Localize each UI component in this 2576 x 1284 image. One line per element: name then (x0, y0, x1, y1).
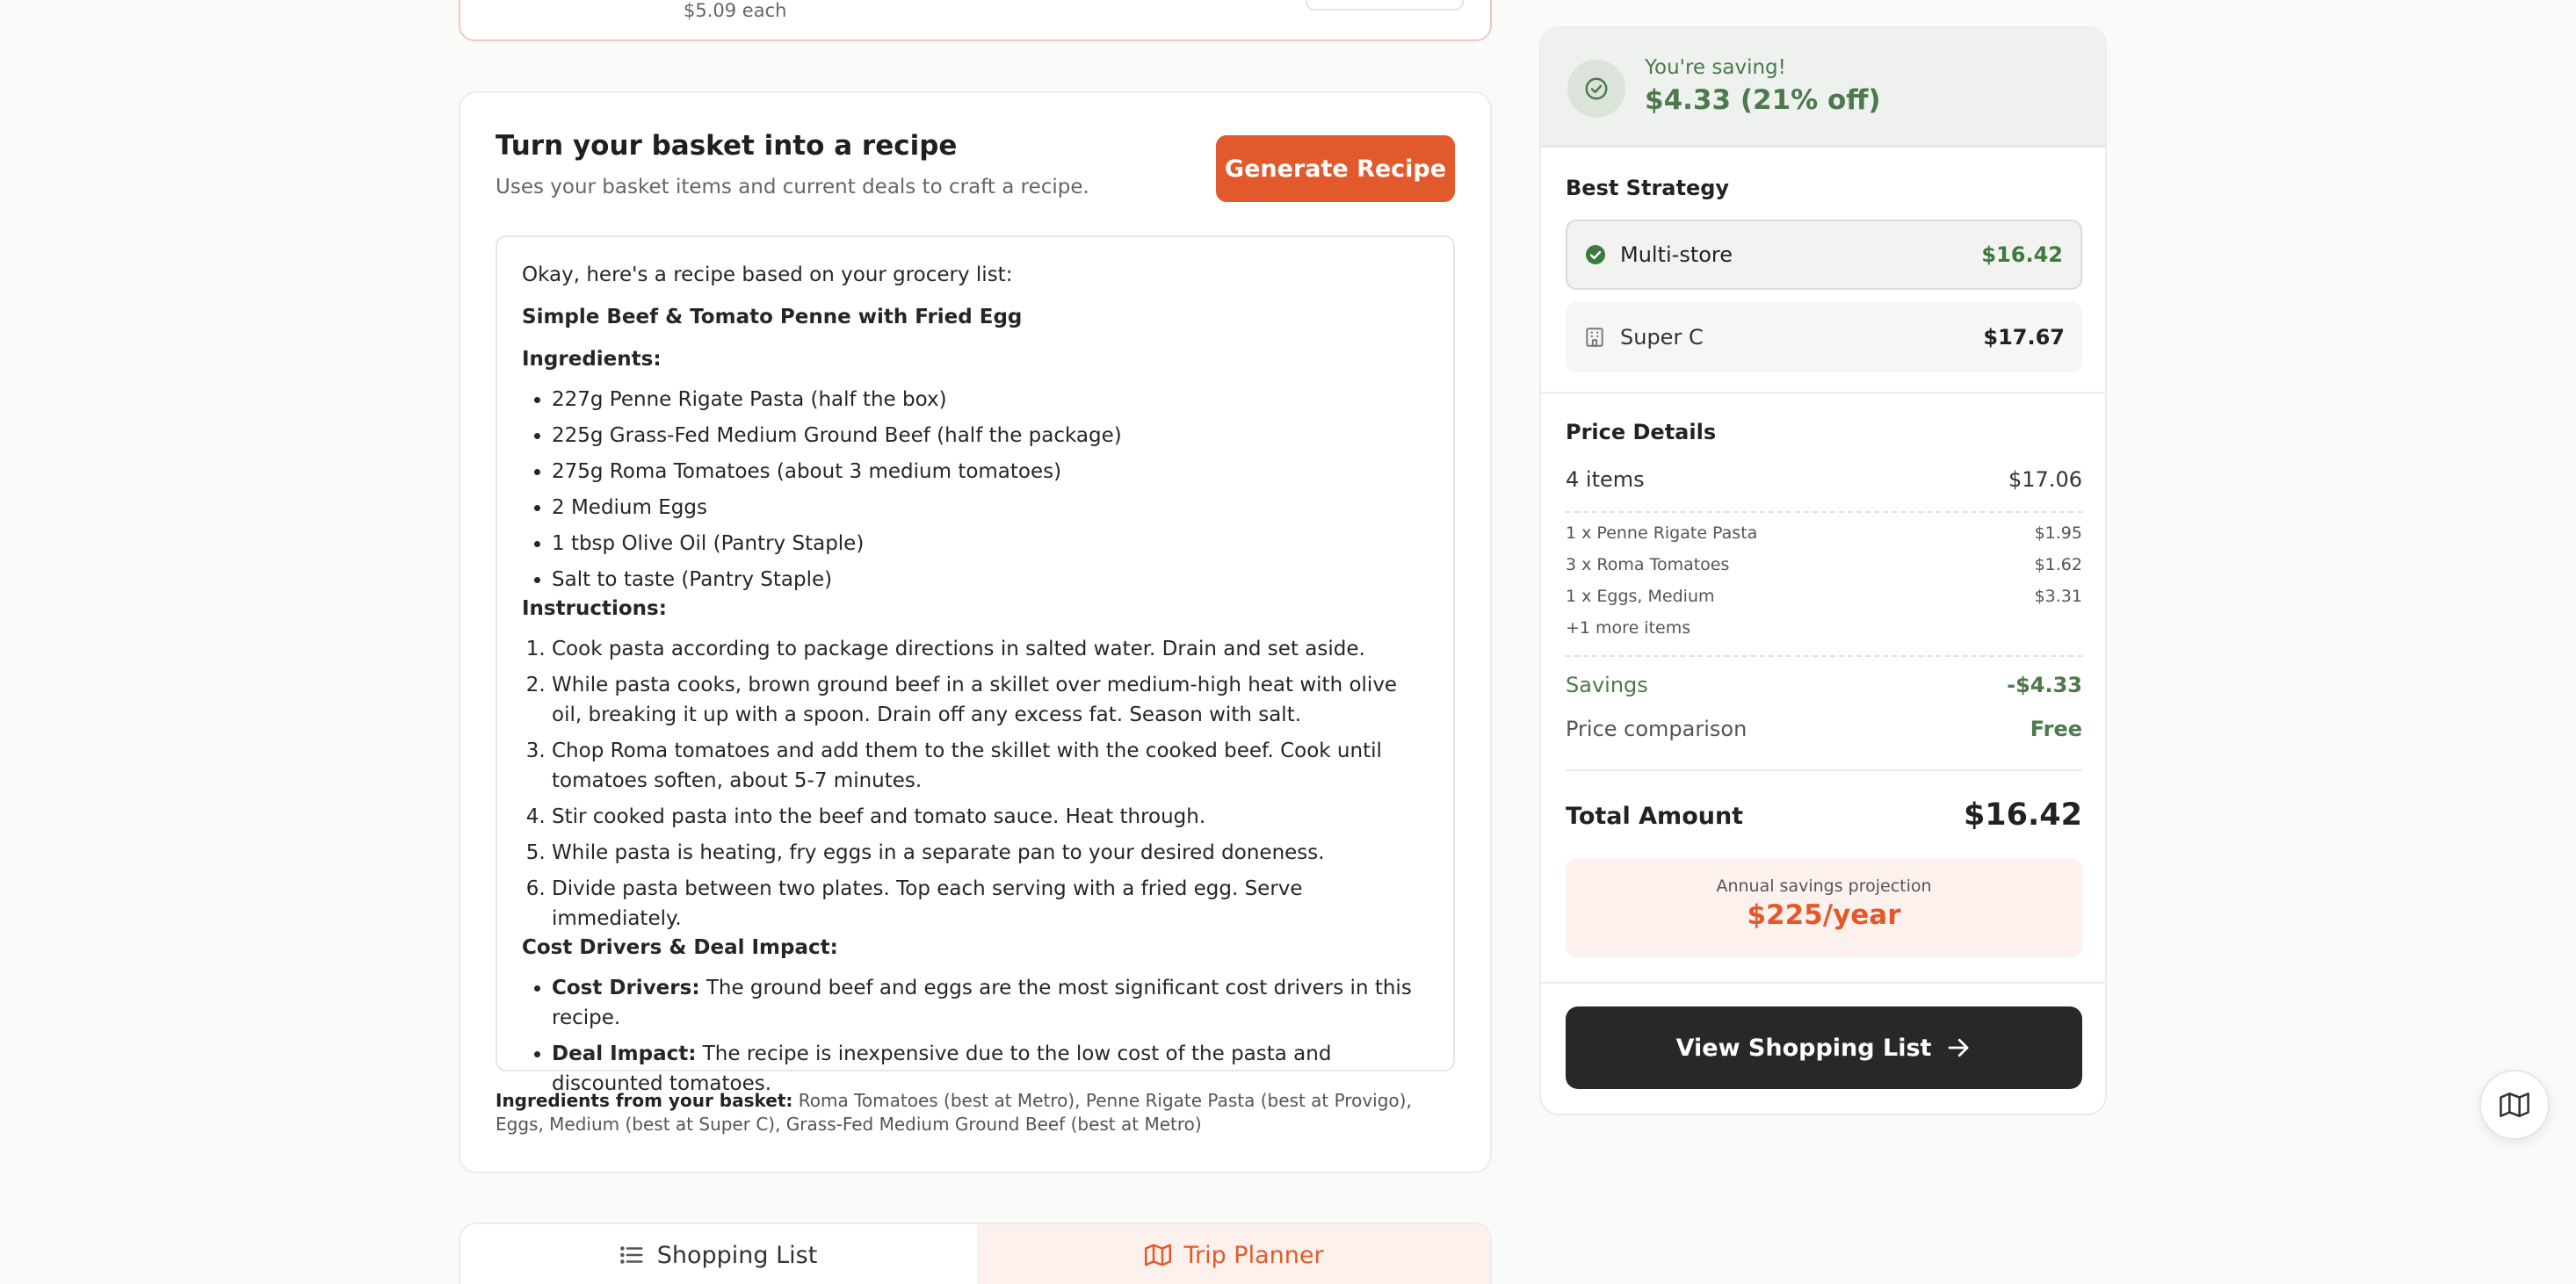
strategy-option-super-c[interactable] (1566, 302, 2082, 372)
arrow-right-icon (1945, 1035, 1972, 1061)
strategy-name: Multi-store (1620, 242, 1733, 267)
annual-projection (1566, 859, 2082, 957)
view-shopping-list-label: View Shopping List (1675, 1034, 1932, 1062)
tab-trip-planner[interactable] (977, 1224, 1492, 1284)
recipe-intro: Okay, here's a recipe based on your grocery list: (522, 263, 1013, 286)
divider (1541, 392, 2105, 393)
total-label: Total Amount (1566, 803, 1744, 830)
cost-heading: Cost Drivers & Deal Impact: (522, 936, 838, 959)
tab-shopping-list[interactable] (460, 1224, 975, 1284)
unit-price: $5.09 each (684, 0, 787, 21)
price-comparison-value: Free (2030, 717, 2082, 741)
view-shopping-list-button[interactable] (1566, 1006, 2082, 1089)
cart-item-card (459, 0, 1492, 41)
generate-recipe-button[interactable]: Generate Recipe (1216, 135, 1455, 202)
tab-shopping-list-label: Shopping List (656, 1241, 818, 1269)
line-item (1566, 587, 2082, 606)
instructions-list (552, 634, 1429, 934)
line-item-name: 1 x Penne Rigate Pasta (1566, 523, 1758, 543)
projection-label: Annual savings projection (1716, 876, 1932, 896)
line-item (1566, 523, 2082, 543)
deal-impact-text: The recipe is inexpensive due to the low cost of the pasta and discounted tomatoes. (552, 1042, 1332, 1095)
total-row (1566, 797, 2082, 833)
line-item-price: $1.62 (2034, 555, 2082, 574)
line-item (1566, 555, 2082, 574)
ingredients-heading: Ingredients: (522, 348, 662, 371)
line-item-name: 3 x Roma Tomatoes (1566, 555, 1730, 574)
saving-amount: $4.33 (21% off) (1645, 84, 1881, 116)
quantity-control[interactable] (1306, 0, 1464, 11)
strategy-option-multi-store[interactable] (1566, 220, 2082, 290)
deal-impact-label: Deal Impact: (552, 1042, 697, 1065)
divider (1566, 511, 2082, 513)
best-strategy-heading: Best Strategy (1566, 176, 1730, 200)
price-details-heading: Price Details (1566, 420, 1717, 444)
items-total: $17.06 (2008, 467, 2082, 492)
price-comparison-row (1566, 717, 2082, 741)
recipe-card-subtitle: Uses your basket items and current deals to craft a recipe. (496, 176, 1089, 198)
savings-banner (1541, 28, 2105, 148)
divider (1566, 655, 2082, 657)
list-item: • 1 tbsp Olive Oil (Pantry Staple) (552, 529, 1429, 559)
list-item: • Salt to taste (Pantry Staple) (552, 565, 1429, 595)
instructions-heading: Instructions: (522, 597, 667, 620)
basket-text: Roma Tomatoes (best at Metro), Penne Rigate Pasta (best at Provigo), Eggs, Medium (best at Super C), Grass-Fed Medium Ground Beef (best at Metro) (496, 1090, 1412, 1135)
map-icon (2500, 1090, 2529, 1120)
more-items-link[interactable]: +1 more items (1566, 618, 1691, 638)
strategy-price: $17.67 (1983, 325, 2065, 350)
basket-ingredients-note (496, 1089, 1462, 1136)
view-tabs (459, 1223, 1492, 1284)
savings-label: Savings (1566, 673, 1648, 697)
divider (1566, 769, 2082, 771)
list-icon (619, 1242, 645, 1268)
list-item: • 275g Roma Tomatoes (about 3 medium tomatoes) (552, 457, 1429, 487)
check-circle-filled-icon (1585, 244, 1606, 265)
items-label: 4 items (1566, 467, 1645, 492)
line-item-name: 1 x Eggs, Medium (1566, 587, 1715, 606)
map-icon (1145, 1242, 1171, 1268)
list-item: 6. Divide pasta between two plates. Top each serving with a fried egg. Serve immediately. (552, 874, 1429, 934)
recipe-card-title: Turn your basket into a recipe (496, 130, 958, 162)
recipe-dish-name: Simple Beef & Tomato Penne with Fried Egg (522, 306, 1023, 328)
list-item: 3. Chop Roma tomatoes and add them to the skillet with the cooked beef. Cook until tomatoes soften, about 5-7 minutes. (552, 736, 1429, 796)
price-comparison-label: Price comparison (1566, 717, 1747, 741)
tab-trip-planner-label: Trip Planner (1183, 1241, 1324, 1269)
list-item: 5. While pasta is heating, fry eggs in a separate pan to your desired doneness. (552, 838, 1429, 868)
saving-label: You're saving! (1645, 56, 1786, 79)
items-row (1566, 467, 2082, 492)
strategy-name: Super C (1620, 325, 1704, 350)
cost-drivers-label: Cost Drivers: (552, 977, 700, 999)
recipe-card (459, 91, 1492, 1173)
check-circle-icon (1567, 60, 1625, 118)
line-item-price: $1.95 (2034, 523, 2082, 543)
cost-drivers-text: The ground beef and eggs are the most significant cost drivers in this recipe. (552, 977, 1412, 1029)
recipe-output (496, 235, 1455, 1095)
list-item: 1. Cook pasta according to package directions in salted water. Drain and set aside. (552, 634, 1429, 664)
list-item: • 2 Medium Eggs (552, 493, 1429, 523)
list-item: • 227g Penne Rigate Pasta (half the box) (552, 385, 1429, 415)
line-item-price: $3.31 (2034, 587, 2082, 606)
savings-summary-card (1539, 26, 2107, 1115)
cost-list (552, 973, 1429, 1099)
list-item (552, 973, 1429, 1033)
list-item: 2. While pasta cooks, brown ground beef in a skillet over medium-high heat with olive oil, breaking it up with a spoon. Drain off any excess fat. Season with salt. (552, 670, 1429, 730)
savings-row (1566, 673, 2082, 697)
store-icon (1583, 326, 1606, 349)
basket-label: Ingredients from your basket: (496, 1090, 793, 1111)
divider (1541, 982, 2105, 984)
list-item: 4. Stir cooked pasta into the beef and tomato sauce. Heat through. (552, 802, 1429, 832)
strategy-price: $16.42 (1981, 242, 2063, 267)
savings-value: -$4.33 (2007, 673, 2082, 697)
list-item: • 225g Grass-Fed Medium Ground Beef (half the package) (552, 421, 1429, 451)
total-value: $16.42 (1963, 797, 2082, 833)
projection-value: $225/year (1747, 899, 1901, 931)
map-fab-button[interactable] (2479, 1070, 2550, 1140)
ingredients-list (552, 385, 1429, 595)
